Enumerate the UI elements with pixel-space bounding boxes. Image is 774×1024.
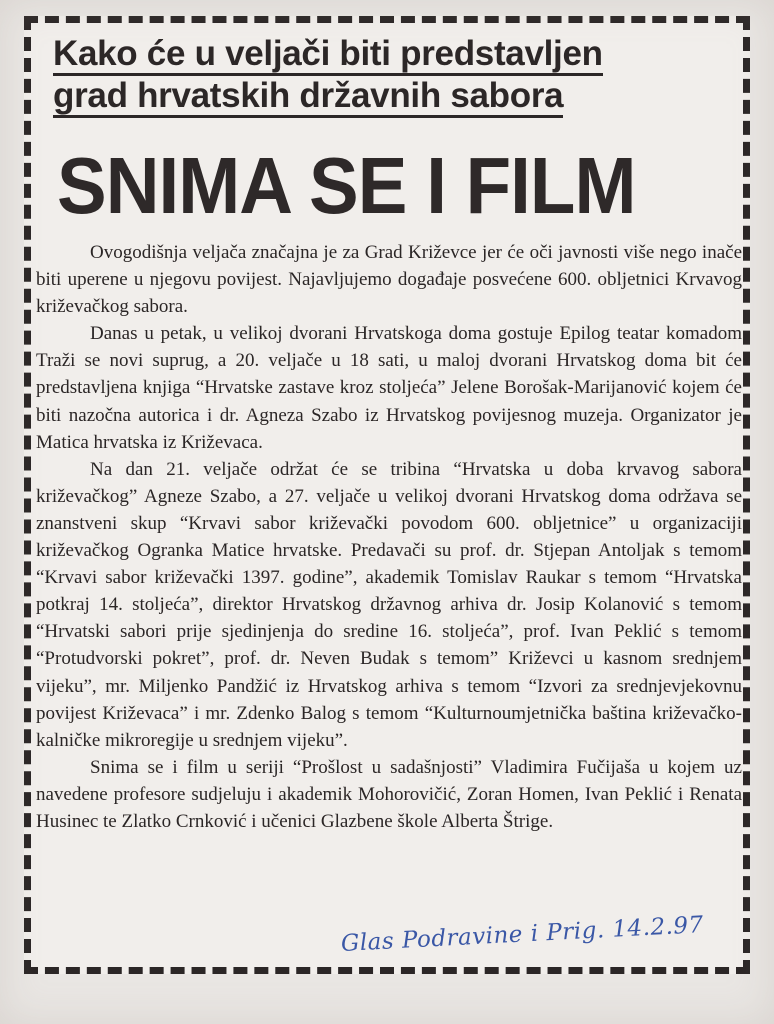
newspaper-clipping xyxy=(24,16,750,974)
handwritten-source-note: Glas Podravine i Prig. 14.2.97 xyxy=(340,912,705,957)
article-kicker xyxy=(53,33,733,117)
paragraph-2: Danas u petak, u velikoj dvorani Hrvatskoga doma gostuje Epilog teatar komadom Traži se novi suprug, a 20. veljače u 18 sati, u maloj dvorani Hrvatskog doma bit će predstavljena knjiga “Hrvatske zastave kroz stoljeća” Jelene Borošak-Marijanović kojem će biti nazočna autorica i dr. Agneza Szabo iz Hrvatskog povijesnog muzeja. Organizator je Matica hrvatska iz Križevaca. xyxy=(36,323,742,453)
kicker-line-1: Kako će u veljači biti predstavljen xyxy=(53,34,603,76)
paragraph-3: Na dan 21. veljače održat će se tribina “Hrvatska u doba krvavog sabora križevačkog” Agneze Szabo, a 27. veljače u velikoj dvorani Hrvatskog doma održava se znanstveni skup “Krvavi sabor križevački povodom 600. obljetnice” u organizaciji križevačkog Ogranka Matice hrvatske. Predavači su prof. dr. Stjepan Antoljak s temom “Krvavi sabor križevački 1397. godine”, akademik Tomislav Raukar s temom “Hrvatska potkraj 14. stoljeća”, direktor Hrvatskog državnog arhiva dr. Josip Kolanović s temom “Hrvatski sabori prije sjedinjenja do sredine 16. stoljeća”, prof. Ivan Peklić s temom “Protudvorski pokret”, prof. dr. Neven Budak s temom” Križevci u kasnom srednjem vijeku”, mr. Miljenko Pandžić iz Hrvatskog arhiva s temom “Izvori za srednjevjekovnu povijest Križevaca” i mr. Zdenko Balog s temom “Kulturnoumjetnička baština križevačko-kalničke mikroregije u srednjem vijeku”. xyxy=(36,458,742,751)
kicker-line-2: grad hrvatskih državnih sabora xyxy=(53,76,563,118)
paragraph-4: Snima se i film u seriji “Prošlost u sadašnjosti” Vladimira Fučijaša u kojem uz navedene profesore sudjeluju i akademik Mohorovičić, Zoran Homen, Ivan Peklić i Renata Husinec te Zlatko Crnković i učenici Glazbene škole Alberta Štrige. xyxy=(36,756,742,832)
article-body xyxy=(36,239,742,835)
article-headline: SNIMA SE I FILM xyxy=(57,141,636,230)
paragraph-1: Ovogodišnja veljača značajna je za Grad Križevce jer će oči javnosti više nego inače biti uperene u njegovu povijest. Najavljujemo događaje posvećene 600. obljetnici Krvavog križevačkog sabora. xyxy=(36,242,742,318)
